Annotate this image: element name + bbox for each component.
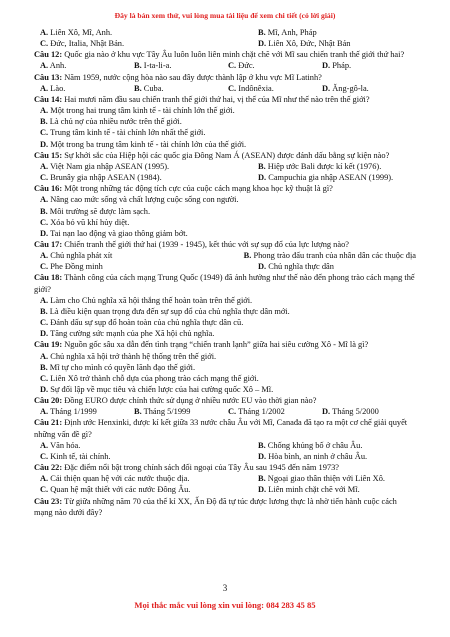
question-number: Câu 20: [34,396,63,406]
question-15 [34,150,416,161]
question-number: Câu 19: [34,340,63,350]
question-14 [34,94,416,105]
option-letter: A. [40,251,49,261]
option-letter: C. [40,318,49,328]
question-number: Câu 15: [34,150,63,160]
option-letter: D. [40,385,49,394]
question-number: Câu 18: [34,273,63,283]
question-content [34,27,416,518]
question-19 [34,339,416,350]
question-number: Câu 16: [34,184,63,194]
option-a: A. Một trong hai trung tâm kinh tế - tài chính lớn thế giới. [40,106,235,116]
question-text: Đồng EURO được chính thức sử dụng ở nhiều nước EU vào thời gian nào? [64,396,317,406]
option-b: B. Tháng 5/1999 [134,407,191,417]
question-number: Câu 21: [34,418,63,428]
option-a: A. Cải thiện quan hệ với các nước thuộc địa. [40,474,190,484]
options-row [34,60,416,71]
option-c: C. Quan hệ mật thiết với các nước Đông Âu. [40,485,191,495]
option-letter: A. [40,106,49,116]
option-letter: D. [40,228,49,238]
option-a: A. Làm cho Chủ nghĩa xã hội thắng thế hoàn toàn trên thế giới. [40,295,253,305]
option-letter: C. [228,83,237,93]
question-text: Năm 1959, nước cộng hòa nào sau đây được thành lập ở khu vực Mĩ Latinh? [64,72,322,82]
option-b: B. Cuba. [134,83,164,93]
option-c: C. Liên Xô trở thành chỗ dựa của phong trào cách mạng thế giới. [40,373,259,383]
options-row [34,27,416,38]
question-17 [34,239,416,250]
question-16 [34,183,416,194]
question-12 [34,49,416,60]
option-a: A. Tháng 1/1999 [40,407,97,417]
option-c: C. Kinh tế, tài chính. [40,451,111,461]
question-text: Quốc gia nào ở khu vực Tây Âu luôn luôn liên minh chặt chẽ với Mĩ sau chiến tranh thế giới thứ hai? [64,50,405,60]
option-letter: B. [40,206,48,216]
option-c: C. Trung tâm kinh tế - tài chính lớn nhất thế giới. [40,128,206,138]
option-b: B. Chống khủng bố ở châu Âu. [258,440,363,450]
option-letter: C. [40,373,49,383]
option-c: C. Đức, Italia, Nhật Bản. [40,39,125,49]
options-row [34,83,416,94]
options-row [34,473,416,484]
question-22 [34,462,416,473]
option-letter: A. [40,440,49,450]
option-letter: D. [258,262,267,272]
question-13 [34,72,416,83]
question-text: Sự khởi sắc của Hiệp hội các quốc gia Đông Nam Á (ASEAN) được đánh dấu bằng sự kiện nào? [64,150,390,160]
option-letter: C. [40,217,49,227]
option-letter: A. [40,474,49,484]
option-letter: C. [40,39,49,49]
option-d: D. Chủ nghĩa thực dân [258,262,334,272]
option-b: B. Hiệp ước Bali được kí kết (1976). [258,161,382,171]
question-23 [34,496,416,518]
option-letter: B. [258,440,266,450]
options-row [34,451,416,462]
option-c: C. Đánh dấu sự sụp đổ hoàn toàn của chủ nghĩa thực dân cũ. [40,318,244,328]
option-letter: D. [258,485,267,495]
option-c: C. Phe Đồng minh [40,262,103,272]
option-letter: C. [40,173,49,183]
question-20 [34,395,416,406]
option-a: A. Chủ nghĩa phát xít [40,251,113,261]
option-letter: D. [40,329,49,339]
options-row [34,440,416,451]
option-letter: D. [322,83,331,93]
option-letter: D. [322,61,331,71]
option-b: B. Mĩ, Anh, Pháp [258,28,317,37]
question-number: Câu 22: [34,463,63,473]
option-b: B. Là chủ nợ của nhiều nước trên thế giới. [40,117,182,127]
question-number: Câu 12: [34,50,63,60]
option-b: B. Là điều kiện quan trọng đưa đến sự sụp đổ của chủ nghĩa thực dân mới. [40,306,290,316]
option-a: A. Nâng cao mức sống và chất lượng cuộc sống con người. [40,195,239,205]
option-d: D. Tai nạn lao động và giao thông giảm bớt. [40,228,188,238]
options-row [34,261,416,272]
option-letter: C. [40,451,49,461]
option-a: A. Liên Xô, Mĩ, Anh. [40,28,113,37]
option-letter: B. [134,83,142,93]
option-d: D. Pháp. [322,61,352,71]
question-text: Từ giữa những năm 70 của thế kỉ XX, Ấn Độ đã tự túc được lương thực là nhờ tiến hành cuộc cách mạng nào dưới đây? [34,496,397,517]
option-letter: B. [134,61,142,71]
options-row [34,38,416,49]
option-letter: B. [243,251,252,261]
option-letter: D. [258,451,267,461]
option-d: D. Tháng 5/2000 [322,407,379,417]
option-letter: B. [258,28,266,37]
option-letter: D. [258,173,267,183]
option-letter: C. [228,407,237,417]
option-letter: B. [40,306,48,316]
question-text: Định ước Henxinki, được kí kết giữa 33 nước châu Âu với Mĩ, Canađa đã tạo ra một cơ chế giải quyết những vấn đề gì? [34,418,408,439]
question-text: Chiến tranh thế giới thứ hai (1939 - 1945), kết thúc với sự sụp đổ của lực lượng nào? [64,239,349,249]
question-text: Một trong những tác động tích cực của cuộc cách mạng khoa học kỹ thuật là gì? [64,184,333,194]
options-row [34,484,416,495]
option-letter: A. [40,161,49,171]
question-18 [34,272,416,294]
option-letter: C. [228,61,237,71]
option-b: B. Mĩ tự cho mình có quyền lãnh đạo thế giới. [40,362,196,372]
option-letter: B. [134,407,142,417]
question-text: Nguồn gốc sâu xa dẫn đến tình trạng “chiến tranh lạnh” giữa hai siêu cường Xô - Mĩ là gì? [64,340,369,350]
option-d: D. Tăng cường sức mạnh của phe Xã hội chủ nghĩa. [40,329,215,339]
option-letter: A. [40,407,49,417]
option-a: A. Chủ nghĩa xã hội trở thành hệ thống trên thế giới. [40,351,217,361]
option-a: A. Anh. [40,61,67,71]
question-text: Đặc điểm nổi bật trong chính sách đối ngoại của Tây Âu sau 1945 đến năm 1973? [64,463,340,473]
page-number: 3 [222,583,228,593]
option-letter: B. [40,117,48,127]
option-d: D. Một trong ba trung tâm kinh tế - tài chính lớn của thế giới. [40,139,247,149]
option-letter: A. [40,195,49,205]
question-text: Hai mươi năm đầu sau chiến tranh thế giới thứ hai, vị thế của Mĩ như thế nào trên thế giới? [64,94,370,104]
question-number: Câu 17: [34,239,63,249]
option-d: D. Liên Xô, Đức, Nhật Bản [258,39,351,49]
option-letter: C. [40,485,49,495]
option-b: B. Môi trường sẽ được làm sạch. [40,206,151,216]
option-d: D. Ăng-gô-la. [322,83,369,93]
option-letter: A. [40,351,49,361]
preview-banner: Đây là bản xem thử, vui lòng mua tài liệu để xem chi tiết (có lời giải) [114,11,336,20]
option-letter: A. [40,83,49,93]
options-row [34,161,416,172]
option-d: D. Sự đối lập về mục tiêu và chiến lược của hai cường quốc Xô – Mĩ. [40,385,274,394]
option-a: A. Lào. [40,83,66,93]
option-letter: D. [40,139,49,149]
option-c: C. Đức. [228,61,255,71]
option-letter: A. [40,61,49,71]
option-c: C. Brunây gia nhập ASEAN (1984). [40,173,162,183]
option-letter: C. [40,128,49,138]
option-b: B. Phong trào đấu tranh của nhân dân các thuộc địa [243,251,416,261]
option-c: C. Xóa bỏ vũ khí hủy diệt. [40,217,130,227]
option-a: A. Việt Nam gia nhập ASEAN (1995). [40,161,170,171]
option-letter: B. [258,474,266,484]
option-letter: D. [258,39,267,49]
option-letter: A. [40,295,49,305]
question-number: Câu 23: [34,496,63,506]
option-b: B. I-ta-li-a. [134,61,172,71]
contact-footer: Mọi thắc mắc vui lòng xin vui lòng: 084 283 45 85 [134,600,316,610]
question-text: Thành công của cách mạng Trung Quốc (1949) đã ảnh hưởng như thế nào đến phong trào cách mạng thế giới? [34,273,415,294]
option-c: C. Indônêxia. [228,83,274,93]
option-letter: D. [322,407,331,417]
options-row [34,406,416,417]
option-letter: B. [258,161,266,171]
question-number: Câu 14: [34,94,63,104]
question-number: Câu 13: [34,72,63,82]
option-d: D. Liên minh chặt chẽ với Mĩ. [258,485,360,495]
option-a: A. Văn hóa. [40,440,81,450]
options-row [34,250,416,261]
question-21 [34,417,416,439]
option-letter: A. [40,28,49,37]
option-d: D. Hòa bình, an ninh ở châu Âu. [258,451,368,461]
option-letter: C. [40,262,49,272]
option-b: B. Ngoại giao thân thiện với Liên Xô. [258,474,386,484]
options-row [34,172,416,183]
option-d: D. Campuchia gia nhập ASEAN (1999). [258,173,394,183]
option-letter: B. [40,362,48,372]
option-c: C. Tháng 1/2002 [228,407,285,417]
